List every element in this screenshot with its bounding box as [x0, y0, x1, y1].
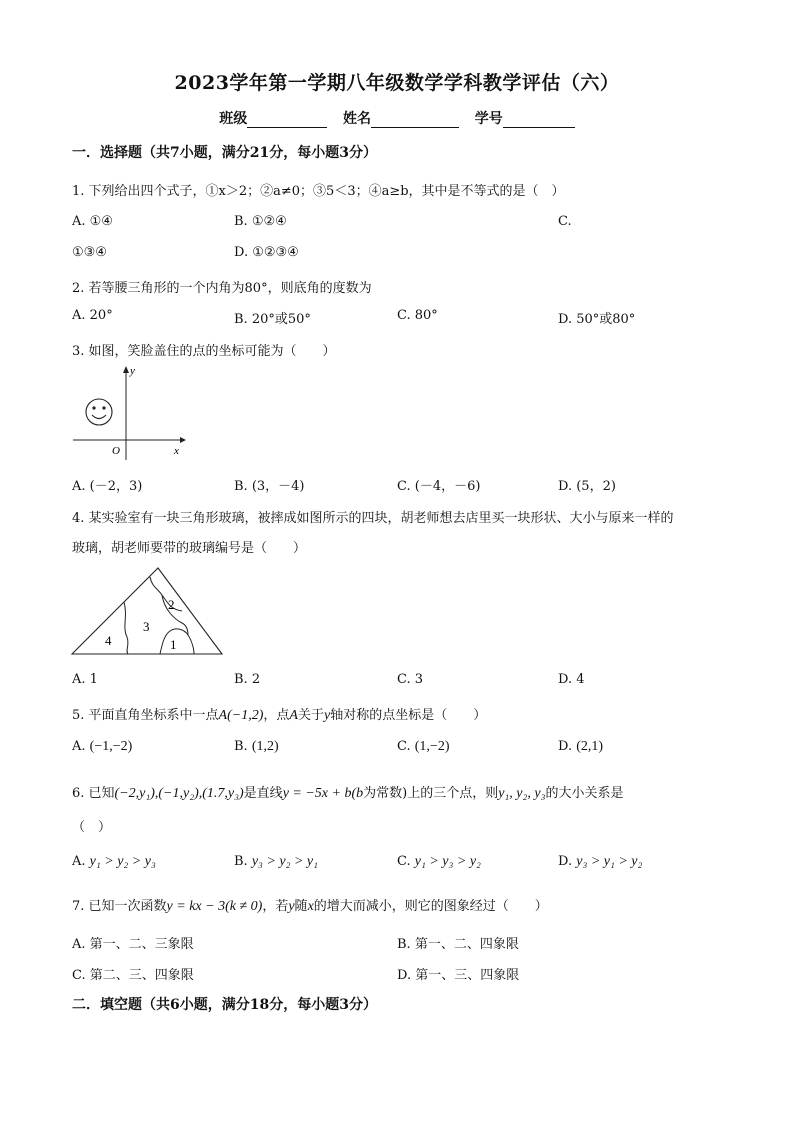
q5-stem-part-c: 关于: [297, 708, 324, 723]
page-title: 2023学年第一学期八年级数学学科教学评估（六）: [174, 72, 620, 94]
q5-option-c-letter: C.: [397, 739, 411, 754]
q3-option-a: A. (－2，3): [72, 479, 143, 494]
class-blank: [247, 127, 327, 128]
name-blank: [371, 127, 459, 128]
q2-option-c: C. 80°: [397, 308, 438, 323]
q6-option-c-letter: C.: [397, 854, 411, 869]
q1-option-c: C.: [558, 214, 572, 229]
q6-option-c: [397, 854, 481, 870]
q2-option-d: D. 50°或80°: [558, 312, 636, 327]
q5-axis-label: y: [323, 708, 331, 723]
q6-option-d-letter: D.: [558, 854, 573, 869]
section-heading-choice: 一．选择题（共7小题，满分21分，每小题3分）: [72, 145, 377, 161]
piece-label-4: 4: [105, 633, 112, 648]
y-axis-arrow: [123, 366, 129, 373]
q5-option-a: [72, 739, 132, 755]
q5-option-b: [234, 739, 279, 755]
q7-function: y = kx − 3(k ≠ 0): [166, 899, 263, 914]
q6-option-d-value: y₃ > y₁ > y₂: [576, 854, 643, 869]
q6-option-d: [558, 854, 642, 870]
q5-point-a: A(−1,2): [218, 708, 264, 723]
q5-option-a-letter: A.: [72, 739, 86, 754]
q1-option-b: B. ①②④: [234, 214, 287, 229]
name-label: 姓名: [343, 111, 371, 127]
question-6-stem: [72, 782, 623, 802]
q6-points: (−2,y₁),(−1,y₂),(1.7,y₃): [114, 786, 244, 801]
q6-option-a: [72, 854, 156, 870]
q6-stem-part-c: 为常数)上的三个点，则: [363, 786, 499, 801]
x-axis-label: x: [174, 445, 179, 457]
origin-label: O: [112, 445, 120, 457]
q4-broken-glass-figure: [70, 565, 225, 657]
q3-option-b: B. (3，－4): [234, 479, 305, 494]
crack-line-1: [160, 629, 194, 654]
q4-option-c: C. 3: [397, 672, 424, 687]
smiley-face-icon: [86, 399, 112, 425]
q6-stem-part-b: 是直线: [243, 786, 283, 801]
q4-option-b: B. 2: [234, 672, 261, 687]
id-label: 学号: [474, 111, 503, 127]
q5-option-b-value: (1,2): [251, 739, 279, 754]
q6-option-a-value: y₁ > y₂ > y₃: [89, 854, 156, 869]
q6-line-equation: y = −5x + b(b: [282, 786, 364, 801]
q6-option-b-value: y₃ > y₂ > y₁: [251, 854, 318, 869]
q6-stem-part-d: 的大小关系是: [545, 786, 624, 801]
q5-stem-part-d: 轴对称的点坐标是（ ）: [330, 708, 487, 723]
q6-stem-part-a: 6. 已知: [72, 786, 115, 801]
q7-stem-part-a: 7. 已知一次函数: [72, 899, 167, 914]
q5-point-label: A: [289, 708, 298, 723]
question-4-stem-line2: 玻璃，胡老师要带的玻璃编号是（ ）: [72, 541, 307, 556]
question-2-stem: 2. 若等腰三角形的一个内角为80°，则底角的度数为: [72, 281, 372, 296]
q5-option-d-letter: D.: [558, 739, 573, 754]
question-3-stem: 3. 如图，笑脸盖住的点的坐标可能为（ ）: [72, 344, 336, 359]
x-axis-arrow: [180, 437, 186, 443]
q7-option-b: B. 第一、二、四象限: [397, 937, 519, 952]
q6-option-b: [234, 854, 318, 870]
q7-y-variable: y: [288, 899, 295, 914]
q5-stem-part-b: ，点: [263, 708, 290, 723]
q1-option-c-content: ①③④: [72, 245, 107, 260]
q7-stem-part-b: ，若: [262, 899, 289, 914]
q5-stem-part-a: 5. 平面直角坐标系中一点: [72, 708, 219, 723]
id-blank: [503, 127, 575, 128]
class-label: 班级: [219, 111, 248, 127]
q7-x-variable: x: [307, 899, 314, 914]
q5-option-b-letter: B.: [234, 739, 248, 754]
q6-option-c-value: y₁ > y₃ > y₂: [414, 854, 481, 869]
question-6-bracket: （ ）: [72, 820, 112, 835]
q5-option-a-value: (−1,−2): [89, 739, 133, 754]
piece-label-1: 1: [170, 637, 177, 652]
piece-label-2: 2: [168, 597, 175, 612]
q4-option-a: A. 1: [72, 672, 98, 687]
question-1-stem: 1. 下列给出四个式子，①x＞2；②a≠0；③5＜3；④a≥b，其中是不等式的是（ ）: [72, 184, 565, 199]
q6-variables: y₁, y₂, y₃: [498, 786, 546, 801]
q5-option-c: [397, 739, 450, 755]
triangle-outline: [72, 568, 222, 654]
q3-coordinate-figure: [68, 362, 188, 462]
q7-stem-part-c: 随: [294, 899, 308, 914]
piece-label-3: 3: [143, 619, 150, 634]
q5-option-c-value: (1,−2): [414, 739, 450, 754]
q1-option-a: A. ①④: [72, 214, 113, 229]
q7-option-d: D. 第一、三、四象限: [397, 968, 520, 983]
q5-option-d-value: (2,1): [576, 739, 604, 754]
crack-line-4: [124, 602, 128, 654]
q7-option-a: A. 第一、二、三象限: [72, 937, 194, 952]
q6-option-a-letter: A.: [72, 854, 86, 869]
q1-option-d: D. ①②③④: [234, 245, 299, 260]
q4-option-d: D. 4: [558, 672, 585, 687]
y-axis-label: y: [130, 365, 135, 377]
q3-option-c: C. (－4，－6): [397, 479, 481, 494]
q3-option-d: D. (5，2): [558, 479, 616, 494]
q6-option-b-letter: B.: [234, 854, 248, 869]
question-7-stem: [72, 895, 548, 915]
q5-option-d: [558, 739, 603, 755]
q2-option-b: B. 20°或50°: [234, 312, 311, 327]
question-5-stem: [72, 704, 486, 724]
student-info-line: [0, 108, 794, 128]
section-heading-fill-blank: 二．填空题（共6小题，满分18分，每小题3分）: [72, 997, 377, 1013]
q2-option-a: A. 20°: [72, 308, 113, 323]
question-4-stem-line1: 4. 某实验室有一块三角形玻璃，被摔成如图所示的四块，胡老师想去店里买一块形状、大小与原来一样的: [72, 511, 674, 526]
q7-option-c: C. 第二、三、四象限: [72, 968, 194, 983]
q7-stem-part-d: 的增大而减小，则它的图象经过（ ）: [313, 899, 548, 914]
